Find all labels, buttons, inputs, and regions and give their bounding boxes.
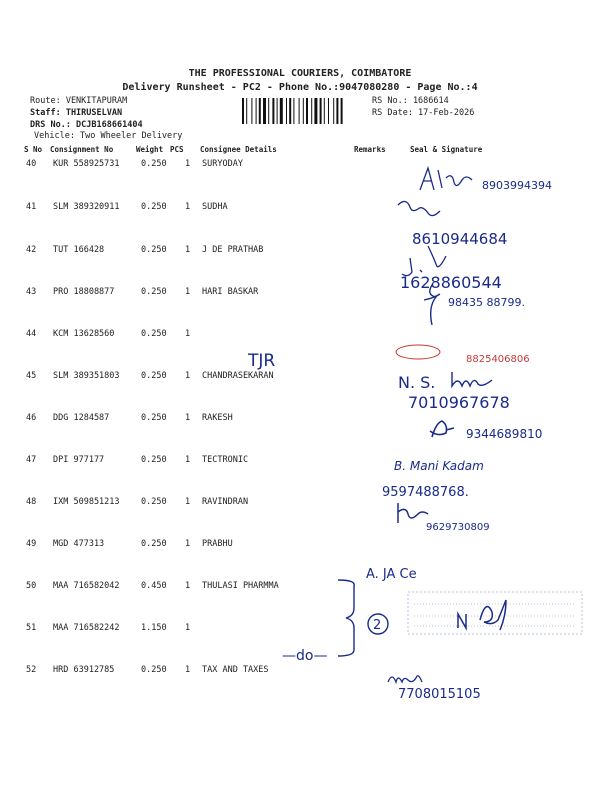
row-sno: 49 — [26, 539, 37, 549]
signature-52 — [388, 676, 422, 682]
drs-label: DRS No.: DCJB168661404 — [30, 120, 143, 130]
col-consignee: Consignee Details — [200, 145, 277, 154]
hw-r47-name: B. Mani Kadam — [394, 459, 484, 473]
rs-no: RS No.: 1686614 — [372, 96, 449, 106]
bracket — [338, 580, 354, 656]
row-pcs: 1 — [185, 623, 191, 633]
row-weight: 0.250 — [141, 455, 167, 465]
company-title: THE PROFESSIONAL COURIERS, COIMBATORE — [188, 68, 412, 79]
row-sno: 51 — [26, 623, 37, 633]
signature-42 — [402, 246, 446, 276]
row-weight: 0.250 — [141, 497, 167, 507]
hw-r43-number: 98435 88799. — [448, 296, 525, 309]
row-pcs: 1 — [185, 581, 191, 591]
row-consignment: KUR 558925731 — [53, 159, 120, 169]
row-consignment: MGD 477313 — [53, 539, 105, 549]
signature-41 — [398, 201, 440, 215]
hw-r42-number: 1628860544 — [400, 273, 502, 292]
row-consignment: MAA 716582042 — [53, 581, 120, 591]
row-consignee: TECTRONIC — [202, 455, 249, 465]
row-consignee: THULASI PHARMMA — [202, 581, 279, 591]
hw-r47-number: 9597488768. — [382, 485, 469, 500]
row-sno: 41 — [26, 202, 37, 212]
col-remarks: Remarks — [354, 145, 386, 154]
route-label: Route: VENKITAPURAM — [30, 96, 128, 106]
row-pcs: 1 — [185, 539, 191, 549]
row-consignee: CHANDRASEKARAN — [202, 371, 274, 381]
row-sno: 46 — [26, 413, 37, 423]
row-consignee: RAKESH — [202, 413, 233, 423]
signature-50 — [458, 600, 506, 630]
row-consignment: SLM 389351803 — [53, 371, 120, 381]
row-sno: 48 — [26, 497, 37, 507]
row-consignee: TAX AND TAXES — [202, 665, 269, 675]
row-weight: 0.250 — [141, 665, 167, 675]
row-consignee: HARI BASKAR — [202, 287, 259, 297]
row-sno: 52 — [26, 665, 37, 675]
red-scribble — [396, 345, 440, 359]
hw-tjr: TJR — [248, 351, 276, 371]
signature-46 — [430, 421, 454, 437]
row-weight: 0.250 — [141, 159, 167, 169]
row-pcs: 1 — [185, 159, 191, 169]
hw-r50-name: A. JA Ce — [366, 567, 417, 582]
row-sno: 43 — [26, 287, 37, 297]
row-consignment: MAA 716582242 — [53, 623, 120, 633]
row-consignment: DDG 1284587 — [53, 413, 110, 423]
hw-r45-number: 7010967678 — [408, 393, 510, 412]
row-weight: 0.250 — [141, 413, 167, 423]
row-pcs: 1 — [185, 245, 191, 255]
row-pcs: 1 — [185, 287, 191, 297]
signature-40 — [420, 168, 472, 190]
row-pcs: 1 — [185, 665, 191, 675]
row-sno: 40 — [26, 159, 37, 169]
row-weight: 0.250 — [141, 371, 167, 381]
row-weight: 1.150 — [141, 623, 167, 633]
hw-r52-number: 7708015105 — [398, 687, 481, 702]
hw-r46-number: 9344689810 — [466, 427, 543, 441]
hw-r45-name: N. S. — [398, 373, 436, 392]
row-consignment: HRD 63912785 — [53, 665, 115, 675]
row-pcs: 1 — [185, 413, 191, 423]
hw-ditto: —do— — [282, 648, 328, 664]
rs-date: RS Date: 17-Feb-2026 — [372, 108, 475, 118]
row-sno: 42 — [26, 245, 37, 255]
row-consignment: TUT 166428 — [53, 245, 105, 255]
row-consignee: RAVINDRAN — [202, 497, 249, 507]
signature-45 — [452, 372, 492, 386]
col-sno: S No — [24, 145, 43, 154]
vehicle-label: Vehicle: Two Wheeler Delivery — [34, 131, 183, 141]
row-consignment: DPI 977177 — [53, 455, 105, 465]
hw-r48-number: 9629730809 — [426, 522, 490, 533]
company-stamp — [408, 592, 582, 634]
row-consignment: PRO 18808877 — [53, 287, 115, 297]
row-sno: 44 — [26, 329, 37, 339]
hw-red-number: 8825406806 — [466, 354, 530, 365]
row-weight: 0.250 — [141, 202, 167, 212]
row-consignee: SUDHA — [202, 202, 228, 212]
col-seal: Seal & Signature — [410, 145, 483, 154]
row-sno: 50 — [26, 581, 37, 591]
row-consignment: IXM 509851213 — [53, 497, 120, 507]
row-pcs: 1 — [185, 371, 191, 381]
hw-r41-number: 8610944684 — [412, 230, 508, 248]
col-consignment: Consignment No — [50, 145, 114, 154]
row-weight: 0.250 — [141, 245, 167, 255]
hw-r50-circle: 2 — [373, 618, 382, 633]
row-pcs: 1 — [185, 329, 191, 339]
signature-48 — [398, 503, 428, 523]
row-consignee: J DE PRATHAB — [202, 245, 264, 255]
row-pcs: 1 — [185, 497, 191, 507]
row-pcs: 1 — [185, 455, 191, 465]
row-consignee: SURYODAY — [202, 159, 243, 169]
row-sno: 47 — [26, 455, 37, 465]
row-consignee: PRABHU — [202, 539, 233, 549]
row-weight: 0.250 — [141, 287, 167, 297]
col-pcs: PCS — [170, 145, 184, 154]
col-weight: Weight — [136, 145, 164, 154]
row-sno: 45 — [26, 371, 37, 381]
staff-label: Staff: THIRUSELVAN — [30, 108, 123, 118]
row-weight: 0.250 — [141, 329, 167, 339]
row-consignment: KCM 13628560 — [53, 329, 115, 339]
runsheet-title: Delivery Runsheet - PC2 - Phone No.:9047080280 - Page No.:4 — [122, 82, 478, 93]
row-weight: 0.250 — [141, 539, 167, 549]
hw-r40-number: 8903994394 — [482, 179, 552, 192]
row-consignment: SLM 389320911 — [53, 202, 120, 212]
row-weight: 0.450 — [141, 581, 167, 591]
row-pcs: 1 — [185, 202, 191, 212]
